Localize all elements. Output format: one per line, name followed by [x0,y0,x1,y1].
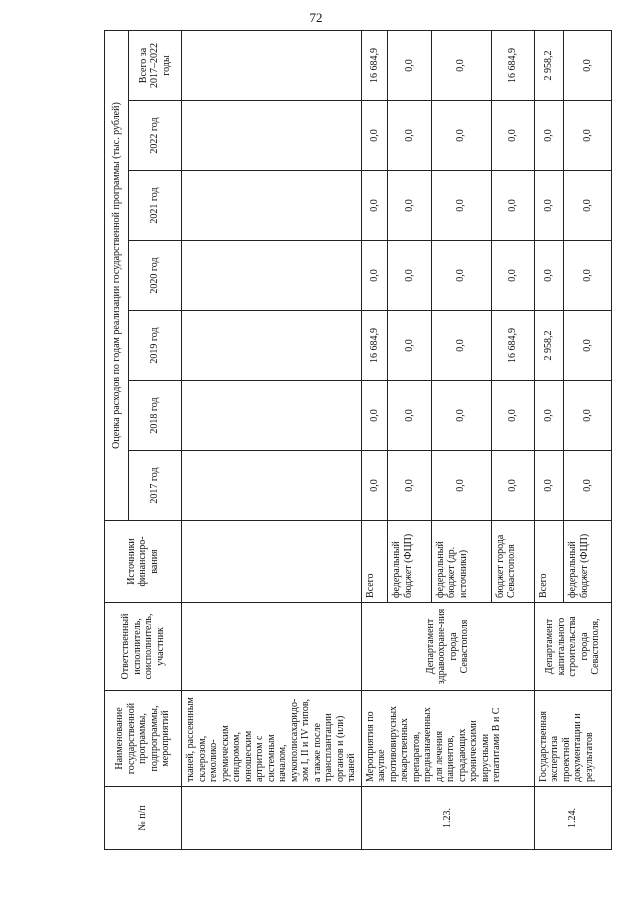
year-header: 2021 год [128,171,181,241]
value-cell: 0,0 [534,171,563,241]
rotated-table-container [104,30,612,850]
empty-cell [182,241,362,311]
value-cell: 0,0 [361,171,388,241]
empty-cell [182,311,362,381]
value-cell: 0,0 [431,241,491,311]
empty-cell [182,451,362,521]
value-cell: 2 958,2 [534,311,563,381]
total-cell: 16 684,9 [361,31,388,101]
value-cell: 0,0 [534,381,563,451]
total-cell: 0,0 [431,31,491,101]
year-header: 2020 год [128,241,181,311]
value-cell: 0,0 [564,451,612,521]
table-row [361,31,388,850]
value-cell: 0,0 [361,381,388,451]
empty-cell [182,171,362,241]
value-cell: 0,0 [491,451,534,521]
value-cell: 16 684,9 [361,311,388,381]
value-cell: 0,0 [431,101,491,171]
value-cell: 0,0 [491,101,534,171]
page-number: 72 [309,10,323,25]
value-cell: 0,0 [564,241,612,311]
value-cell: 0,0 [491,241,534,311]
source-cell: федеральный бюджет (др. источники) [431,521,491,603]
source-cell: федеральный бюджет (ФЦП) [564,521,612,603]
header-row [105,31,129,850]
value-cell: 0,0 [564,101,612,171]
empty-cell [182,381,362,451]
value-cell: 0,0 [361,451,388,521]
item-number: 1.23. [361,787,534,850]
year-header: 2017 год [128,451,181,521]
item-executor: Департамент капитального строительства города Севастополя, [534,603,611,691]
empty-cell [182,521,362,603]
year-header: 2018 год [128,381,181,451]
value-cell: 0,0 [361,101,388,171]
continuation-row [182,31,362,850]
empty-cell [182,787,362,850]
value-cell: 16 684,9 [491,311,534,381]
item-executor: Департамент здравоохране-ния города Севастополя [361,603,534,691]
item-name: Мероприятия по закупке противовирусных лекарственных препаратов, предназначенных для лечения пациентов, страдающих хроническими вирусными гепатитами В и С [361,691,534,787]
value-cell: 0,0 [491,171,534,241]
value-cell: 0,0 [388,311,431,381]
header-sources: Источники финансиро-вания [105,521,182,603]
source-cell: Всего [361,521,388,603]
value-cell: 0,0 [534,101,563,171]
value-cell: 0,0 [564,311,612,381]
empty-cell [182,101,362,171]
empty-cell [182,603,362,691]
total-cell: 16 684,9 [491,31,534,101]
value-cell: 0,0 [534,241,563,311]
item-number: 1.24. [534,787,611,850]
value-cell: 0,0 [431,311,491,381]
value-cell: 0,0 [388,101,431,171]
source-cell: Всего [534,521,563,603]
value-cell: 0,0 [564,171,612,241]
total-cell: 0,0 [564,31,612,101]
year-header: 2022 год [128,101,181,171]
value-cell: 0,0 [388,451,431,521]
value-cell: 0,0 [534,451,563,521]
source-cell: бюджет города Севастополя [491,521,534,603]
total-cell: 0,0 [388,31,431,101]
value-cell: 0,0 [431,171,491,241]
item-name: Государственная экспертиза проектной документации и результатов [534,691,611,787]
table-row [534,31,563,850]
value-cell: 0,0 [491,381,534,451]
empty-cell [182,31,362,101]
header-expenses: Оценка расходов по годам реализации государственной программы (тыс. рублей) [105,31,129,521]
value-cell: 0,0 [431,451,491,521]
value-cell: 0,0 [361,241,388,311]
expenses-table [104,30,612,850]
total-cell: 2 958,2 [534,31,563,101]
value-cell: 0,0 [388,381,431,451]
source-cell: федеральный бюджет (ФЦП) [388,521,431,603]
value-cell: 0,0 [431,381,491,451]
value-cell: 0,0 [388,171,431,241]
value-cell: 0,0 [388,241,431,311]
value-cell: 0,0 [564,381,612,451]
continuation-name: тканей, рассеянным склерозом, гемолико-уремическим синдромом, юношеским артритом с системным началом, мукополисахаридо-зом I, II и IV типов, а также после трансплантации органов и (или) тканей [182,691,362,787]
header-num: № п/п [105,787,182,850]
total-header: Всего за 2017–2022 годы [128,31,181,101]
header-name: Наименование государственной программы, подпрограммы, мероприятий [105,691,182,787]
header-executor: Ответственный исполнитель, соисполнитель, участник [105,603,182,691]
year-header: 2019 год [128,311,181,381]
